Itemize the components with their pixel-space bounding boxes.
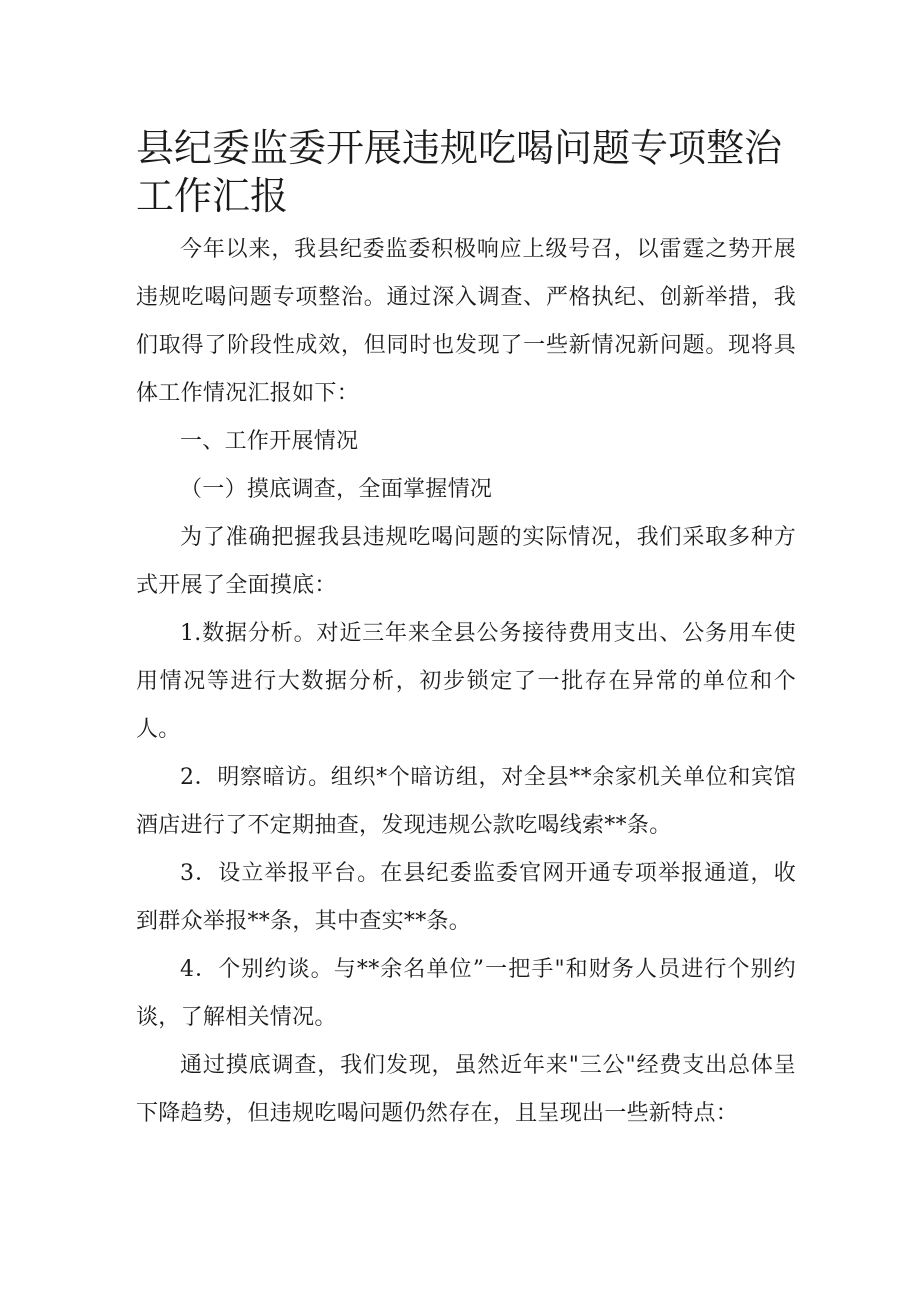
list-item-inspection: 2．明察暗访。组织*个暗访组，对全县**余家机关单位和宾馆酒店进行了不定期抽查，发现违规公款吃喝线索**条。: [136, 765, 796, 838]
document-body: [136, 226, 796, 1138]
paragraph-survey-intro: 为了准确把握我县违规吃喝问题的实际情况，我们采取多种方式开展了全面摸底：: [136, 525, 796, 598]
document-title: 县纪委监委开展违规吃喝问题专项整治工作汇报: [136, 126, 783, 218]
section-heading-1: 一、工作开展情况: [180, 429, 359, 454]
list-item-interviews: 4．个别约谈。与**余名单位”一把手"和财务人员进行个别约谈，了解相关情况。: [136, 957, 796, 1030]
paragraph-findings: 通过摸底调查，我们发现，虽然近年来"三公"经费支出总体呈下降趋势，但违规吃喝问题仍然存在，且呈现出一些新特点：: [136, 1053, 796, 1126]
list-item-report-platform: 3．设立举报平台。在县纪委监委官网开通专项举报通道，收到群众举报**条，其中查实**条。: [136, 861, 796, 934]
paragraph-intro: 今年以来，我县纪委监委积极响应上级号召，以雷霆之势开展违规吃喝问题专项整治。通过深入调查、严格执纪、创新举措，我们取得了阶段性成效，但同时也发现了一些新情况新问题。现将具体工作情况汇报如下：: [136, 237, 796, 406]
list-item-data-analysis: 1.数据分析。对近三年来全县公务接待费用支出、公务用车使用情况等进行大数据分析，初步锁定了一批存在异常的单位和个人。: [136, 621, 796, 742]
subsection-heading-1: （一）摸底调查，全面掌握情况: [180, 477, 493, 502]
